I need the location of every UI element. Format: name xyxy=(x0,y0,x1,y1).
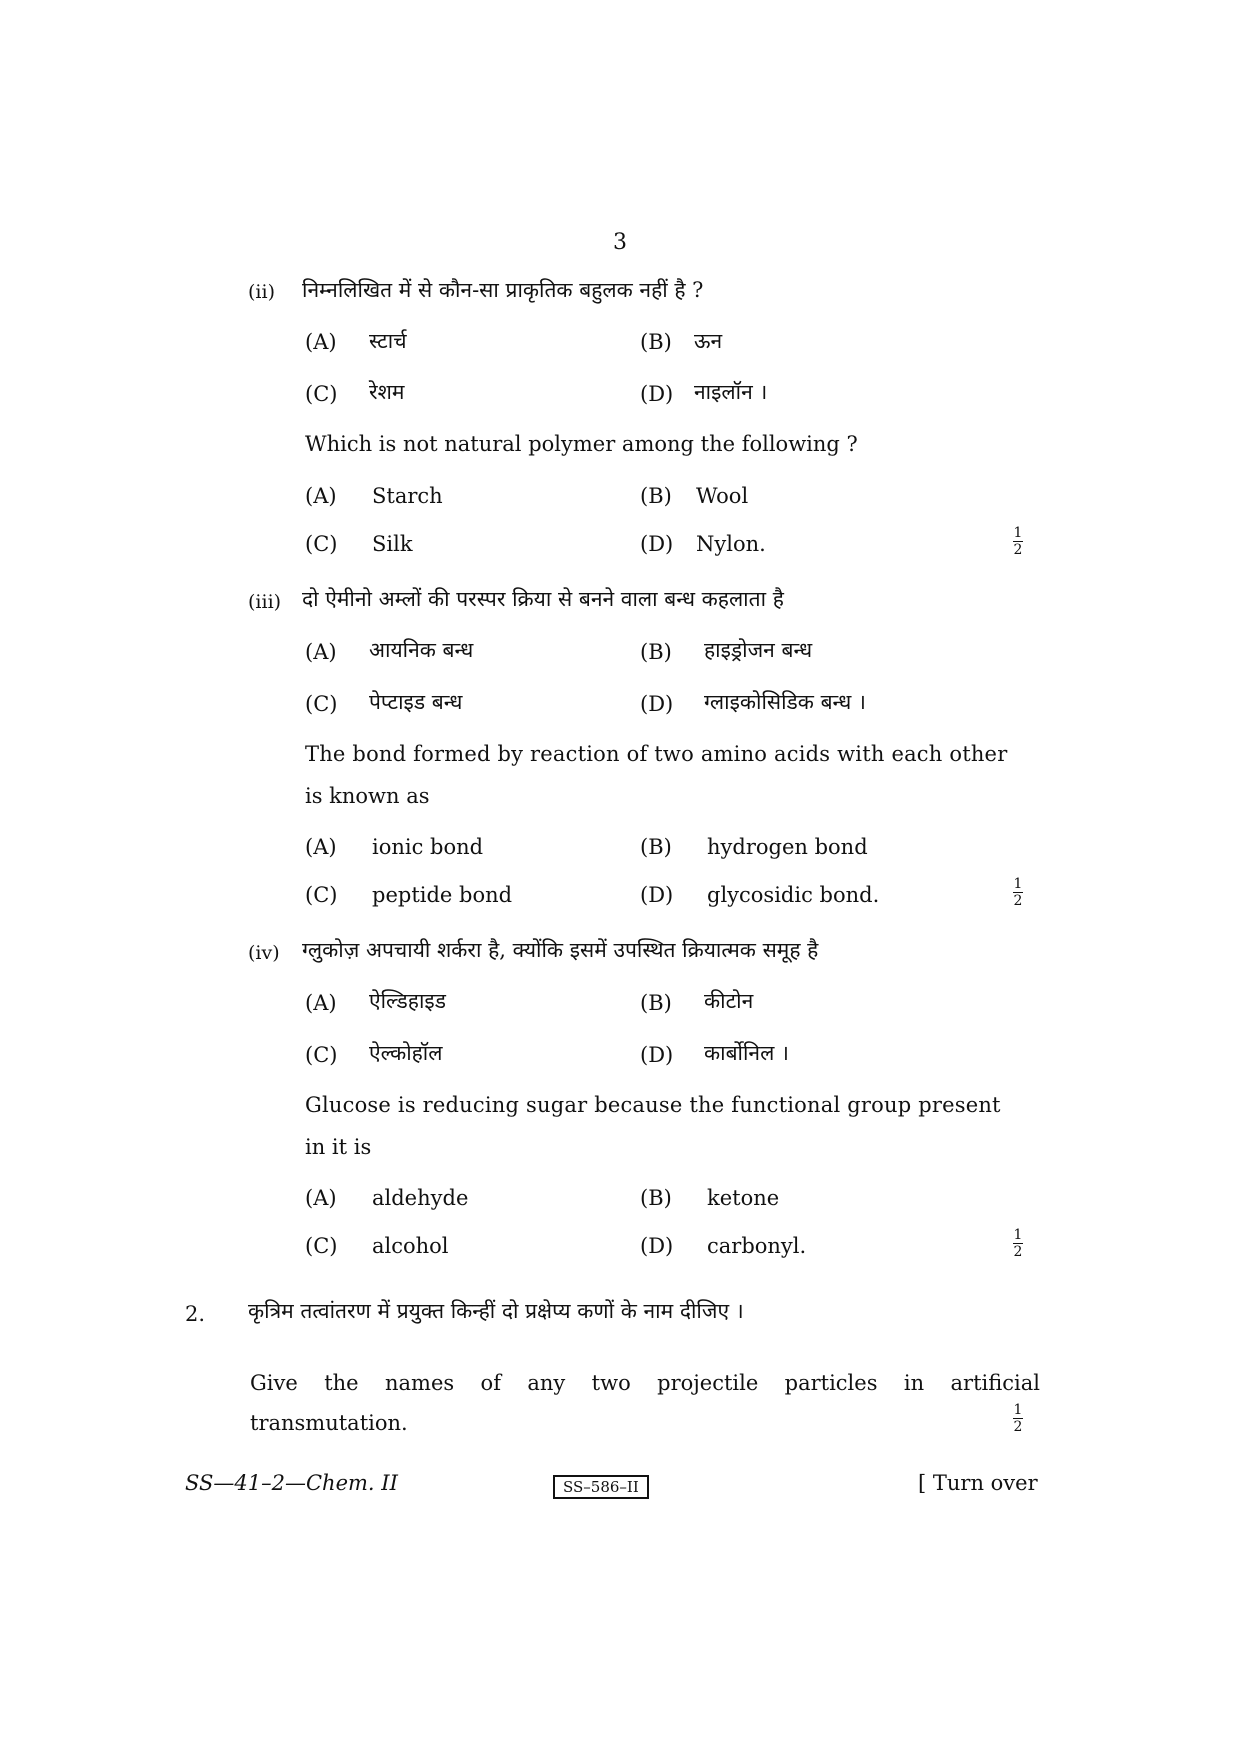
option-text: glycosidic bond. xyxy=(707,883,880,907)
marks-half xyxy=(1013,877,1023,908)
option-key: (C) xyxy=(305,532,338,556)
question-text-english xyxy=(250,1371,1040,1395)
option-key: (C) xyxy=(305,1234,338,1258)
question-text-hindi: निम्नलिखित में से कौन-सा प्राकृतिक बहुलक नहीं है ? xyxy=(302,278,704,302)
option-key: (D) xyxy=(640,532,674,556)
marks-numerator: 1 xyxy=(1013,876,1023,892)
question-text-english-cont: is known as xyxy=(305,784,430,808)
option-text: alcohol xyxy=(372,1234,449,1258)
question-text-english-cont: transmutation. xyxy=(250,1411,408,1435)
option-text: रेशम xyxy=(369,380,405,404)
question-label: (ii) xyxy=(248,281,275,303)
marks-denominator: 2 xyxy=(1013,893,1023,909)
option-key: (C) xyxy=(305,883,338,907)
option-text: Starch xyxy=(372,484,443,508)
marks-half xyxy=(1013,526,1023,557)
option-key: (C) xyxy=(305,382,338,406)
question-text-english: Glucose is reducing sugar because the functional group present xyxy=(305,1093,1001,1117)
option-key: (A) xyxy=(305,835,337,859)
marks-half xyxy=(1013,1228,1023,1259)
option-key: (B) xyxy=(640,484,672,508)
page-number: 3 xyxy=(613,230,627,255)
option-text: आयनिक बन्ध xyxy=(369,638,474,662)
question-text-hindi: ग्लुकोज़ अपचायी शर्करा है, क्योंकि इसमें उपस्थित क्रियात्मक समूह है xyxy=(302,938,819,962)
option-key: (D) xyxy=(640,883,674,907)
option-key: (A) xyxy=(305,1186,337,1210)
turn-over-text: [ Turn over xyxy=(918,1471,1038,1495)
marks-numerator: 1 xyxy=(1013,1402,1023,1418)
marks-denominator: 2 xyxy=(1013,1419,1023,1435)
option-text: स्टार्च xyxy=(369,329,407,353)
option-text: नाइलॉन । xyxy=(694,380,768,404)
word: Give xyxy=(250,1371,298,1395)
option-key: (B) xyxy=(640,330,672,354)
option-key: (B) xyxy=(640,640,672,664)
option-text: ketone xyxy=(707,1186,780,1210)
option-text: कीटोन xyxy=(704,989,754,1013)
marks-denominator: 2 xyxy=(1013,542,1023,558)
option-key: (C) xyxy=(305,1043,338,1067)
option-text: ऊन xyxy=(694,329,723,353)
marks-denominator: 2 xyxy=(1013,1244,1023,1260)
option-key: (D) xyxy=(640,382,674,406)
option-key: (C) xyxy=(305,692,338,716)
option-text: Wool xyxy=(696,484,749,508)
word: particles xyxy=(784,1371,878,1395)
option-key: (B) xyxy=(640,1186,672,1210)
option-text: ऐल्डिहाइड xyxy=(369,989,446,1013)
marks-half xyxy=(1013,1403,1023,1434)
option-text: peptide bond xyxy=(372,883,513,907)
option-text: हाइड्रोजन बन्ध xyxy=(704,638,813,662)
option-key: (D) xyxy=(640,1234,674,1258)
option-text: Silk xyxy=(372,532,413,556)
marks-numerator: 1 xyxy=(1013,1227,1023,1243)
option-text: carbonyl. xyxy=(707,1234,807,1258)
word: the xyxy=(324,1371,359,1395)
marks-numerator: 1 xyxy=(1013,525,1023,541)
paper-code: SS—41–2—Chem. II xyxy=(185,1471,398,1495)
option-text: ग्लाइकोसिडिक बन्ध । xyxy=(704,690,866,714)
question-label: (iv) xyxy=(248,942,280,964)
option-key: (B) xyxy=(640,991,672,1015)
option-text: Nylon. xyxy=(696,532,766,556)
option-key: (A) xyxy=(305,330,337,354)
question-text-english-cont: in it is xyxy=(305,1135,372,1159)
option-key: (A) xyxy=(305,991,337,1015)
question-text-english: Which is not natural polymer among the following ? xyxy=(305,432,858,456)
word: in xyxy=(903,1371,925,1395)
option-text: hydrogen bond xyxy=(707,835,868,859)
option-text: aldehyde xyxy=(372,1186,469,1210)
option-text: पेप्टाइड बन्ध xyxy=(369,690,463,714)
question-label: 2. xyxy=(185,1302,206,1326)
option-text: ionic bond xyxy=(372,835,484,859)
question-text-hindi: कृत्रिम तत्वांतरण में प्रयुक्त किन्हीं दो प्रक्षेप्य कणों के नाम दीजिए । xyxy=(248,1299,744,1323)
question-text-hindi: दो ऐमीनो अम्लों की परस्पर क्रिया से बनने वाला बन्ध कहलाता है xyxy=(302,587,784,611)
option-key: (A) xyxy=(305,640,337,664)
option-key: (A) xyxy=(305,484,337,508)
word: of xyxy=(480,1371,501,1395)
series-code-box: SS–586–II xyxy=(553,1475,649,1499)
word: projectile xyxy=(657,1371,759,1395)
option-key: (B) xyxy=(640,835,672,859)
option-key: (D) xyxy=(640,692,674,716)
word: names xyxy=(384,1371,455,1395)
option-text: कार्बोनिल । xyxy=(704,1041,789,1065)
question-label: (iii) xyxy=(248,591,282,613)
option-key: (D) xyxy=(640,1043,674,1067)
word: two xyxy=(591,1371,631,1395)
word: artificial xyxy=(950,1371,1040,1395)
option-text: ऐल्कोहॉल xyxy=(369,1041,443,1065)
word: any xyxy=(527,1371,566,1395)
question-text-english: The bond formed by reaction of two amino acids with each other xyxy=(305,742,1008,766)
